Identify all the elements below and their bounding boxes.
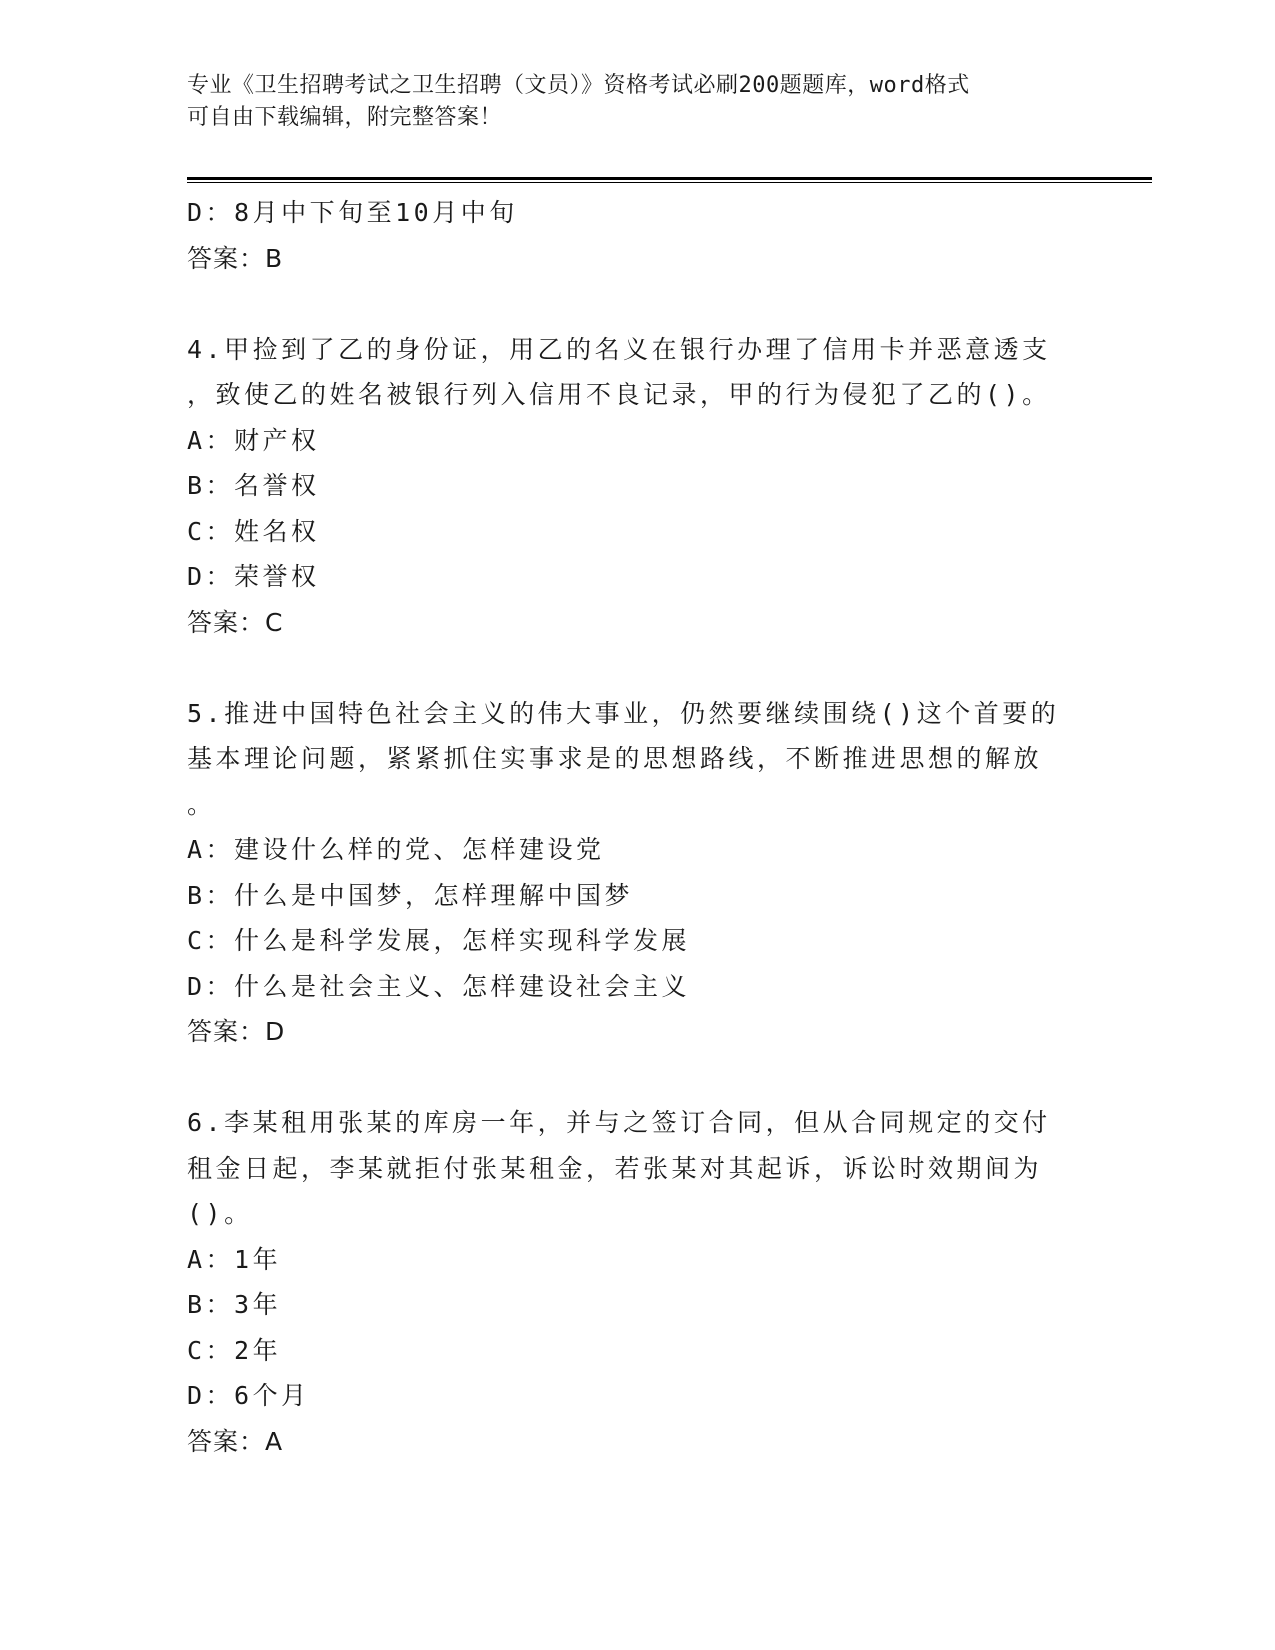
question-5 (187, 691, 1067, 1055)
question-stem-line: ，致使乙的姓名被银行列入信用不良记录，甲的行为侵犯了乙的()。 (187, 380, 1051, 409)
option-a: A：财产权 (187, 425, 320, 455)
option-d: D：什么是社会主义、怎样建设社会主义 (187, 971, 691, 1001)
option-c: C：什么是科学发展，怎样实现科学发展 (187, 926, 691, 955)
spacer (187, 281, 1067, 327)
question-stem-line: 基本理论问题，紧紧抓住实事求是的思想路线，不断推进思想的解放 (187, 744, 1043, 773)
question-stem-line: 4.甲捡到了乙的身份证，用乙的名义在银行办理了信用卡并恶意透支 (187, 334, 1051, 364)
question-4 (187, 327, 1067, 646)
question-stem-line: 。 (187, 789, 216, 819)
question-list (187, 190, 1067, 1464)
option-c: C：2年 (187, 1335, 282, 1365)
answer: 答案：D (187, 1017, 286, 1046)
spacer (187, 1055, 1067, 1101)
question-stem-line: 租金日起，李某就拒付张某租金，若张某对其起诉，诉讼时效期间为 (187, 1153, 1043, 1183)
option-b: B：名誉权 (187, 471, 320, 500)
header-line-1: 专业《卫生招聘考试之卫生招聘（文员）》资格考试必刷200题题库，word格式 (187, 73, 970, 98)
header-divider-thin (187, 182, 1152, 183)
spacer (187, 645, 1067, 691)
option-d: D：荣誉权 (187, 562, 320, 591)
question-stem-line: 6.李某租用张某的库房一年，并与之签订合同，但从合同规定的交付 (187, 1108, 1051, 1137)
option-a: A：建设什么样的党、怎样建设党 (187, 835, 605, 864)
option-b: B：3年 (187, 1290, 282, 1319)
document-header (187, 70, 1067, 134)
prev-option-d: D：8月中下旬至10月中旬 (187, 198, 518, 227)
option-c: C：姓名权 (187, 516, 320, 546)
question-stem-line: ()。 (187, 1199, 253, 1228)
option-a: A：1年 (187, 1244, 282, 1274)
answer: 答案：A (187, 1426, 284, 1456)
header-line-2: 可自由下载编辑，附完整答案！ (187, 105, 503, 130)
answer: 答案：C (187, 607, 284, 637)
question-6 (187, 1100, 1067, 1464)
header-divider-thick (187, 177, 1152, 180)
option-b: B：什么是中国梦，怎样理解中国梦 (187, 880, 634, 910)
prev-answer: 答案：B (187, 243, 284, 273)
question-stem-line: 5.推进中国特色社会主义的伟大事业，仍然要继续围绕()这个首要的 (187, 698, 1060, 728)
option-d: D：6个月 (187, 1381, 310, 1410)
